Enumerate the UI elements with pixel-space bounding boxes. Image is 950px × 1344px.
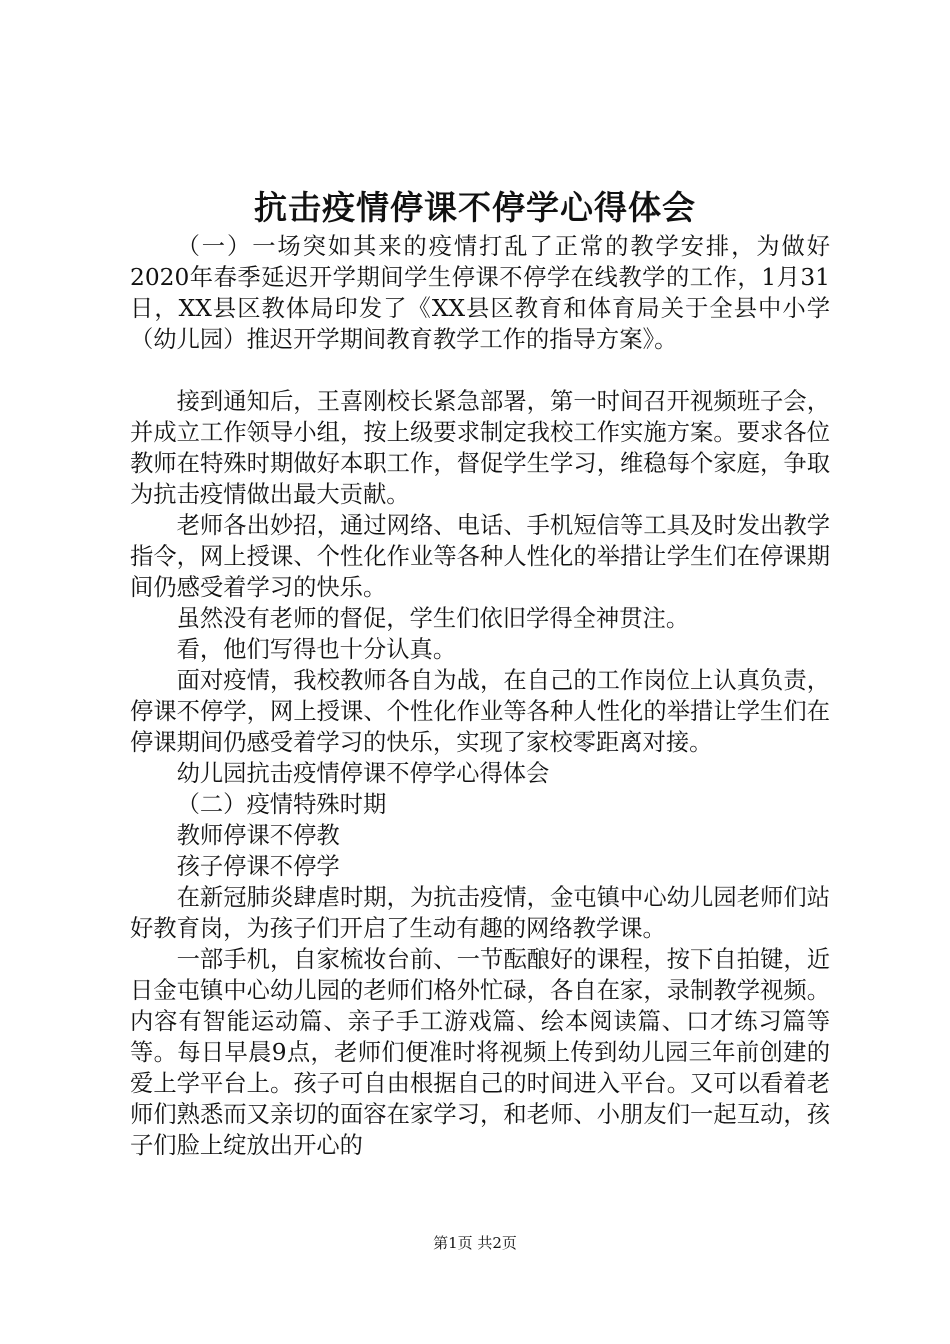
page-footer: 第1页 共2页 xyxy=(433,1234,517,1252)
paragraph: 接到通知后，王喜刚校长紧急部署，第一时间召开视频班子会，并成立工作领导小组，按上级要求制定我校工作实施方案。要求各位教师在特殊时期做好本职工作，督促学生学习，维稳每个家庭，争取为抗击疫情做出最大贡献。 xyxy=(130,388,830,508)
paragraph: 教师停课不停教 xyxy=(176,822,340,849)
paragraph: 老师各出妙招，通过网络、电话、手机短信等工具及时发出教学指令，网上授课、个性化作业等各种人性化的举措让学生们在停课期间仍感受着学习的快乐。 xyxy=(130,512,830,601)
document-title: 抗击疫情停课不停学心得体会 xyxy=(254,188,696,227)
paragraph: 虽然没有老师的督促，学生们依旧学得全神贯注。 xyxy=(176,605,690,632)
paragraph: 看，他们写得也十分认真。 xyxy=(176,636,457,663)
paragraph: （二）疫情特殊时期 xyxy=(176,791,387,818)
paragraph: 面对疫情，我校教师各自为战，在自己的工作岗位上认真负责，停课不停学，网上授课、个性化作业等各种人性化的举措让学生们在停课期间仍感受着学习的快乐，实现了家校零距离对接。 xyxy=(130,667,830,756)
paragraph: （一）一场突如其来的疫情打乱了正常的教学安排，为做好2020年春季延迟开学期间学生停课不停学在线教学的工作，1月31日，XX县区教体局印发了《XX县区教育和体育局关于全县中小学（幼儿园）推迟开学期间教育教学工作的指导方案》。 xyxy=(130,233,830,353)
paragraph: 一部手机，自家梳妆台前、一节酝酿好的课程，按下自拍键，近日金屯镇中心幼儿园的老师们格外忙碌，各自在家，录制教学视频。内容有智能运动篇、亲子手工游戏篇、绘本阅读篇、口才练习篇等等。每日早晨9点，老师们便准时将视频上传到幼儿园三年前创建的爱上学平台上。孩子可自由根据自己的时间进入平台。又可以看着老师们熟悉而又亲切的面容在家学习，和老师、小朋友们一起互动，孩子们脸上绽放出开心的 xyxy=(130,946,830,1159)
paragraph: 幼儿园抗击疫情停课不停学心得体会 xyxy=(176,760,550,787)
document-body xyxy=(130,231,830,1161)
paragraph: 孩子停课不停学 xyxy=(176,853,340,880)
paragraph: 在新冠肺炎肆虐时期，为抗击疫情，金屯镇中心幼儿园老师们站好教育岗，为孩子们开启了生动有趣的网络教学课。 xyxy=(130,884,830,942)
